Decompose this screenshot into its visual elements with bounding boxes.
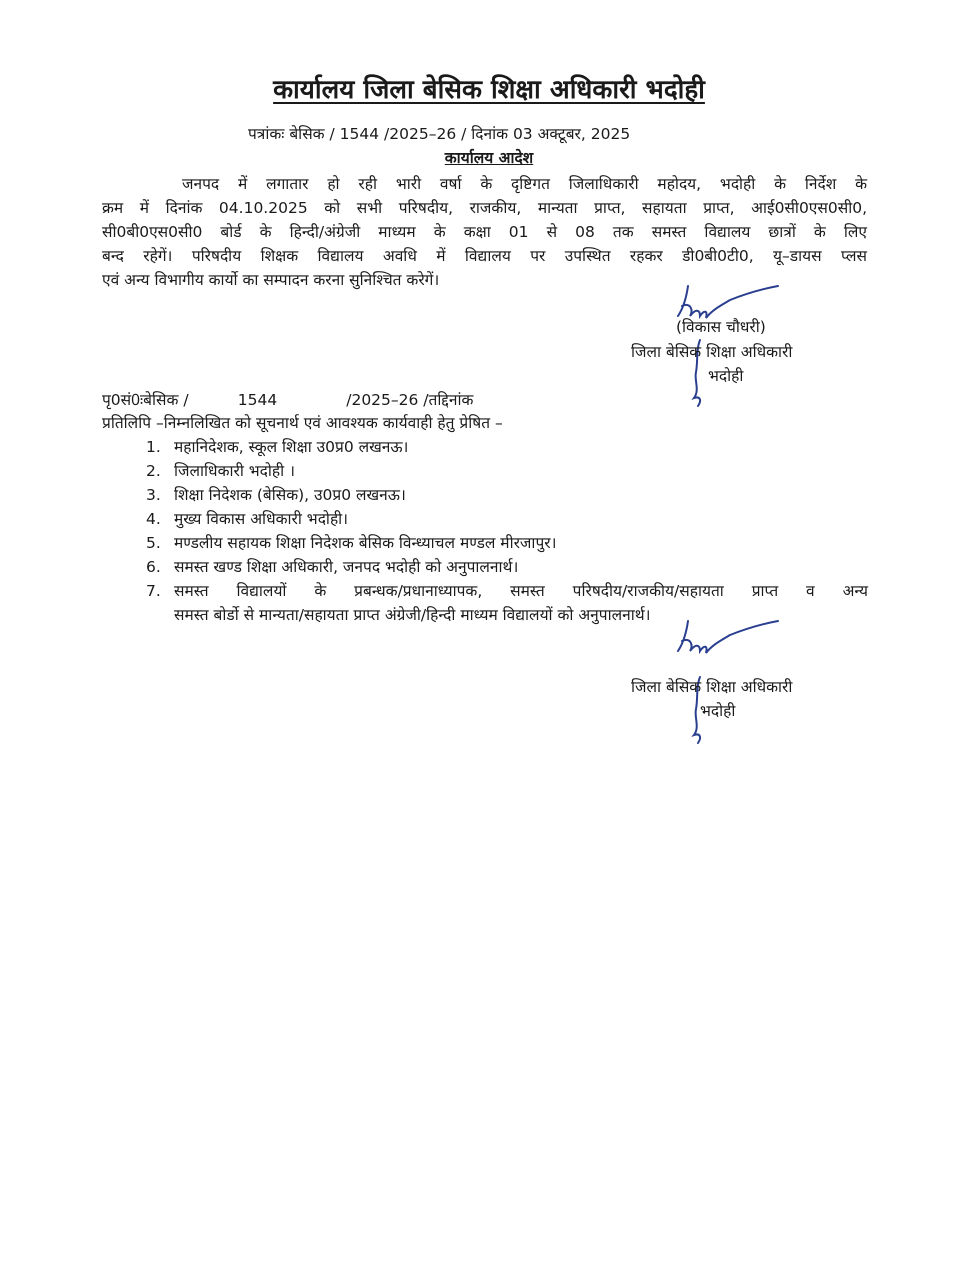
item-number: 1. bbox=[146, 438, 161, 456]
item-number: 7. bbox=[146, 582, 161, 600]
item-text: मण्डलीय सहायक शिक्षा निदेशक बेसिक विन्ध्याचल मण्डल मीरजापुर। bbox=[174, 534, 557, 552]
signatory-name: (विकास चौधरी) bbox=[676, 318, 766, 336]
item-text: जिलाधिकारी भदोही । bbox=[174, 462, 295, 480]
list-item bbox=[146, 531, 556, 555]
signatory-place: भदोही bbox=[700, 702, 736, 720]
list-item bbox=[146, 555, 518, 579]
copy-reference: पृ0सं0ःबेसिक / 1544 /2025–26 /तद्दिनांक bbox=[102, 391, 474, 409]
item-text-continued: समस्त बोर्डो से मान्यता/सहायता प्राप्त अंग्रेजी/हिन्दी माध्यम विद्यालयों को अनुपालनार्थ। bbox=[174, 606, 651, 624]
item-text: समस्त खण्ड शिक्षा अधिकारी, जनपद भदोही को अनुपालनार्थ। bbox=[174, 558, 519, 576]
list-item bbox=[146, 435, 408, 459]
item-text: शिक्षा निदेशक (बेसिक), उ0प्र0 लखनऊ। bbox=[174, 486, 406, 504]
signatory-designation: जिला बेसिक शिक्षा अधिकारी bbox=[631, 343, 793, 361]
item-number: 3. bbox=[146, 486, 161, 504]
order-heading: कार्यालय आदेश bbox=[444, 149, 534, 167]
item-number: 4. bbox=[146, 510, 161, 528]
list-item bbox=[146, 507, 348, 531]
order-line-5: एवं अन्य विभागीय कार्यो का सम्पादन करना सुनिश्चित करेगें। bbox=[102, 271, 440, 289]
document-title: कार्यालय जिला बेसिक शिक्षा अधिकारी भदोही bbox=[273, 75, 705, 105]
item-text: महानिदेशक, स्कूल शिक्षा उ0प्र0 लखनऊ। bbox=[174, 438, 409, 456]
list-item bbox=[146, 459, 295, 483]
order-line-1: जनपद में लगातार हो रही भारी वर्षा के दृष्टिगत जिलाधिकारी महोदय, भदोही के निर्देश के bbox=[182, 175, 867, 193]
letter-reference: पत्रांकः बेसिक / 1544 /2025–26 / दिनांक 03 अक्टूबर, 2025 bbox=[248, 125, 631, 143]
item-number: 2. bbox=[146, 462, 161, 480]
order-line-3: सी0बी0एस0सी0 बोर्ड के हिन्दी/अंग्रेजी माध्यम के कक्षा 01 से 08 तक समस्त विद्यालय छात्रों के लिए bbox=[102, 223, 867, 241]
item-number: 5. bbox=[146, 534, 161, 552]
item-text: समस्त विद्यालयों के प्रबन्धक/प्रधानाध्यापक, समस्त परिषदीय/राजकीय/सहायता प्राप्त व अन्य bbox=[174, 582, 868, 600]
copy-intro: प्रतिलिपि –निम्नलिखित को सूचनार्थ एवं आवश्यक कार्यवाही हेतु प्रेषित – bbox=[102, 414, 503, 432]
order-line-2: क्रम में दिनांक 04.10.2025 को सभी परिषदीय, राजकीय, मान्यता प्राप्त, सहायता प्राप्त, आई0सी0एस0सी0, bbox=[102, 199, 867, 217]
order-line-4: बन्द रहेगें। परिषदीय शिक्षक विद्यालय अवधि में विद्यालय पर उपस्थित रहकर डी0बी0टी0, यू–डायस प्लस bbox=[102, 247, 867, 265]
list-item bbox=[146, 483, 406, 507]
item-number: 6. bbox=[146, 558, 161, 576]
signatory-place: भदोही bbox=[708, 367, 744, 385]
signatory-designation: जिला बेसिक शिक्षा अधिकारी bbox=[631, 678, 793, 696]
item-text: मुख्य विकास अधिकारी भदोही। bbox=[174, 510, 349, 528]
